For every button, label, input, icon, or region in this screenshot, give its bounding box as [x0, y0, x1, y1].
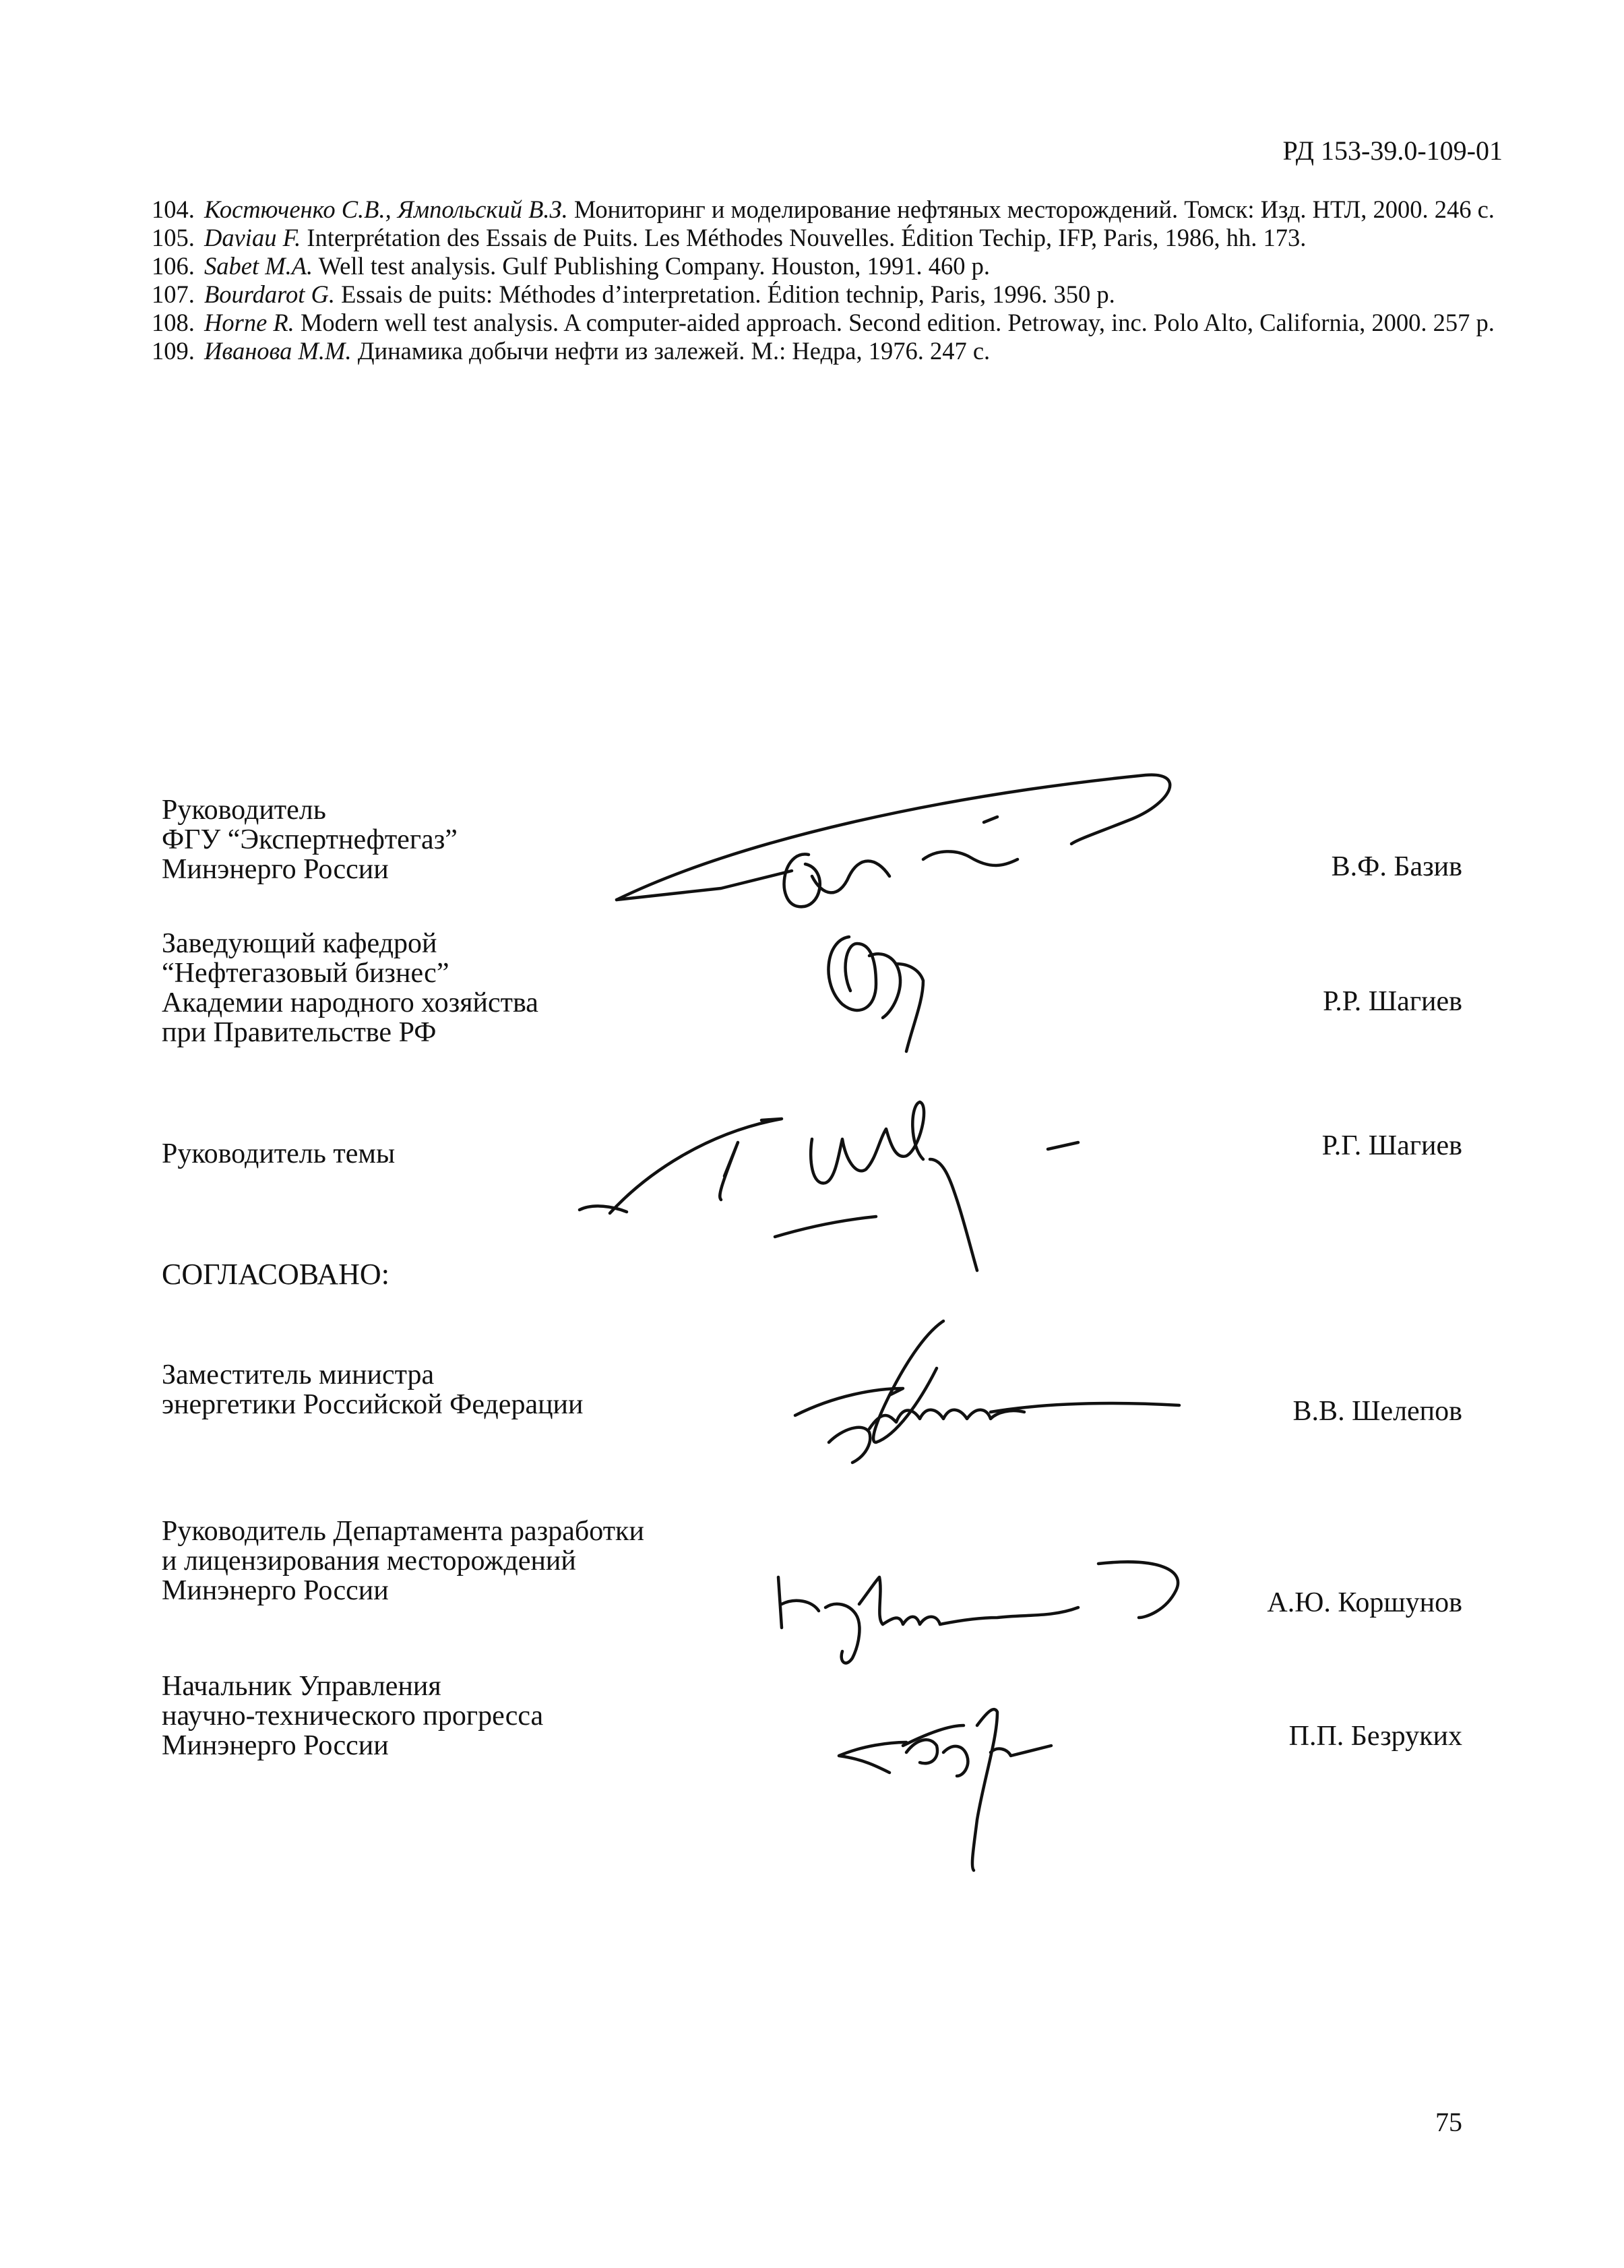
signature-shelepov [795, 1321, 1179, 1463]
reference-text: Динамика добычи нефти из залежей. М.: Недра, 1976. 247 с. [351, 337, 991, 365]
page-number: 75 [1435, 2107, 1462, 2137]
signatory-position: Заместитель министра энергетики Российской Федерации [162, 1359, 584, 1420]
reference-text: Modern well test analysis. A computer-aided approach. Second edition. Petroway, inc. Polo Alto, California, 2000. 257 p. [294, 309, 1495, 336]
reference-author: Sabet M.A. [204, 252, 313, 280]
signatory-position: Руководитель Департамента разработки и лицензирования месторождений Минэнерго России [162, 1516, 644, 1606]
signatory-name: А.Ю. Коршунов [1267, 1587, 1462, 1618]
signatory-position: Начальник Управления научно-технического прогресса Минэнерго России [162, 1671, 544, 1761]
reference-number: 106. [152, 252, 195, 280]
signatory-name: В.В. Шелепов [1292, 1396, 1462, 1427]
reference-text: Мониторинг и моделирование нефтяных месторождений. Томск: Изд. НТЛ, 2000. 246 с. [567, 195, 1495, 223]
reference-author: Daviau F. [204, 224, 301, 251]
signatory-position: Руководитель ФГУ “Экспертнефтегаз” Минэнерго России [162, 795, 458, 885]
signatory-name: Р.Г. Шагиев [1321, 1130, 1462, 1161]
reference-number: 105. [152, 224, 195, 251]
signature-bezrukikh [839, 1709, 1051, 1870]
reference-author: Bourdarot G. [204, 280, 335, 308]
signatory-name: П.П. Безруких [1288, 1721, 1462, 1752]
reference-text: Interprétation des Essais de Puits. Les Méthodes Nouvelles. Édition Techip, IFP, Paris, 1986, hh. 173. [301, 224, 1307, 251]
reference-author: Костюченко С.В., Ямпольский В.З. [204, 195, 568, 223]
signatory-position: Заведующий кафедрой “Нефтегазовый бизнес” Академии народного хозяйства при Правительстве РФ [162, 928, 538, 1048]
reference-text: Essais de puits: Méthodes d’interpretation. Édition technip, Paris, 1996. 350 p. [335, 280, 1115, 308]
reference-text: Well test analysis. Gulf Publishing Company. Houston, 1991. 460 p. [313, 252, 991, 280]
signatory-name: В.Ф. Базив [1331, 851, 1462, 882]
reference-number: 109. [152, 337, 195, 365]
agreed-label: СОГЛАСОВАНО: [162, 1258, 389, 1291]
document-code: РД 153-39.0-109-01 [1282, 135, 1503, 166]
signatory-position: Руководитель темы [162, 1138, 396, 1169]
reference-author: Иванова М.М. [204, 337, 352, 365]
signature-shagiev-rr [828, 937, 923, 1051]
reference-number: 104. [152, 195, 195, 223]
reference-number: 107. [152, 280, 195, 308]
signature-shagiev-rg [580, 1102, 1078, 1270]
signature-baziv [617, 775, 1170, 907]
reference-author: Horne R. [204, 309, 294, 336]
signature-korshunov [778, 1562, 1178, 1663]
signatory-name: Р.Р. Шагиев [1323, 986, 1462, 1017]
reference-number: 108. [152, 309, 195, 336]
